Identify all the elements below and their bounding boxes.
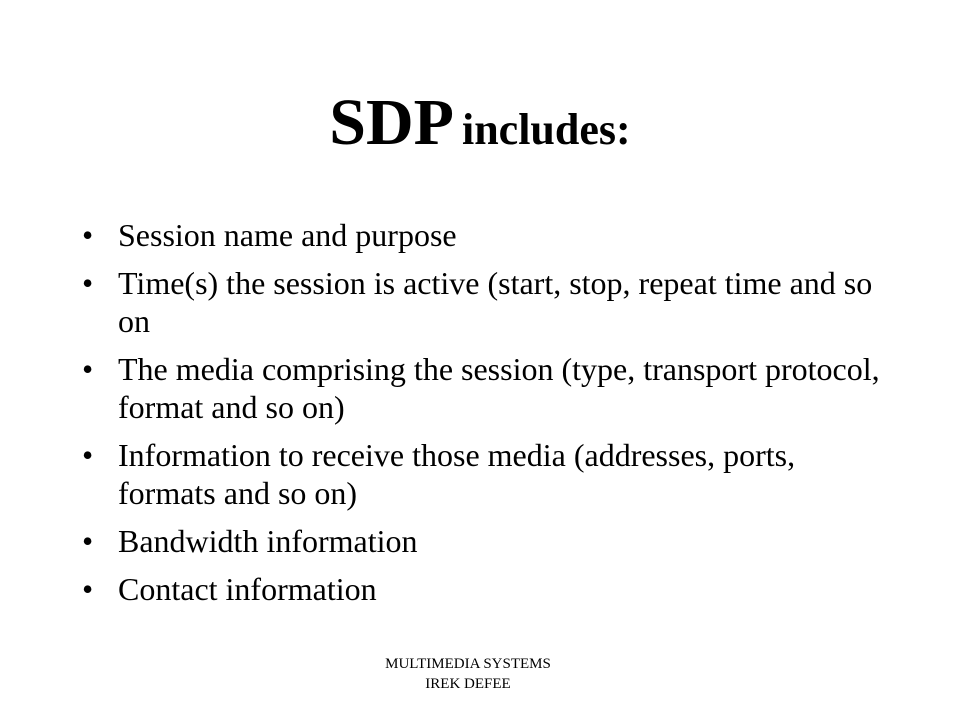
bullet-icon: • — [82, 571, 94, 607]
slide-footer — [0, 654, 936, 694]
bullet-item-session-time — [82, 264, 882, 340]
bullet-item-receive-info — [82, 436, 882, 512]
bullet-icon: • — [82, 437, 94, 473]
footer-course-name: MULTIMEDIA SYSTEMS — [385, 656, 551, 672]
bullet-icon: • — [82, 351, 94, 387]
bullet-text: Session name and purpose — [118, 217, 457, 253]
bullet-item-session-media — [82, 350, 882, 426]
title-main-text: SDP — [329, 86, 454, 159]
title-sub-text: includes: — [461, 105, 631, 154]
bullet-item-bandwidth — [82, 522, 882, 560]
bullet-text: Time(s) the session is active (start, stop, repeat time and so on — [118, 265, 873, 339]
bullet-item-contact — [82, 570, 882, 608]
bullet-text: Contact information — [118, 571, 377, 607]
bullet-list — [82, 216, 882, 618]
bullet-text: Bandwidth information — [118, 523, 418, 559]
bullet-text: Information to receive those media (addresses, ports, formats and so on) — [118, 437, 796, 511]
bullet-item-session-name — [82, 216, 882, 254]
slide-title — [0, 86, 960, 159]
footer-author-name: IREK DEFEE — [425, 676, 511, 692]
bullet-text: The media comprising the session (type, transport protocol, format and so on) — [118, 351, 880, 425]
bullet-icon: • — [82, 523, 94, 559]
bullet-icon: • — [82, 217, 94, 253]
bullet-icon: • — [82, 265, 94, 301]
